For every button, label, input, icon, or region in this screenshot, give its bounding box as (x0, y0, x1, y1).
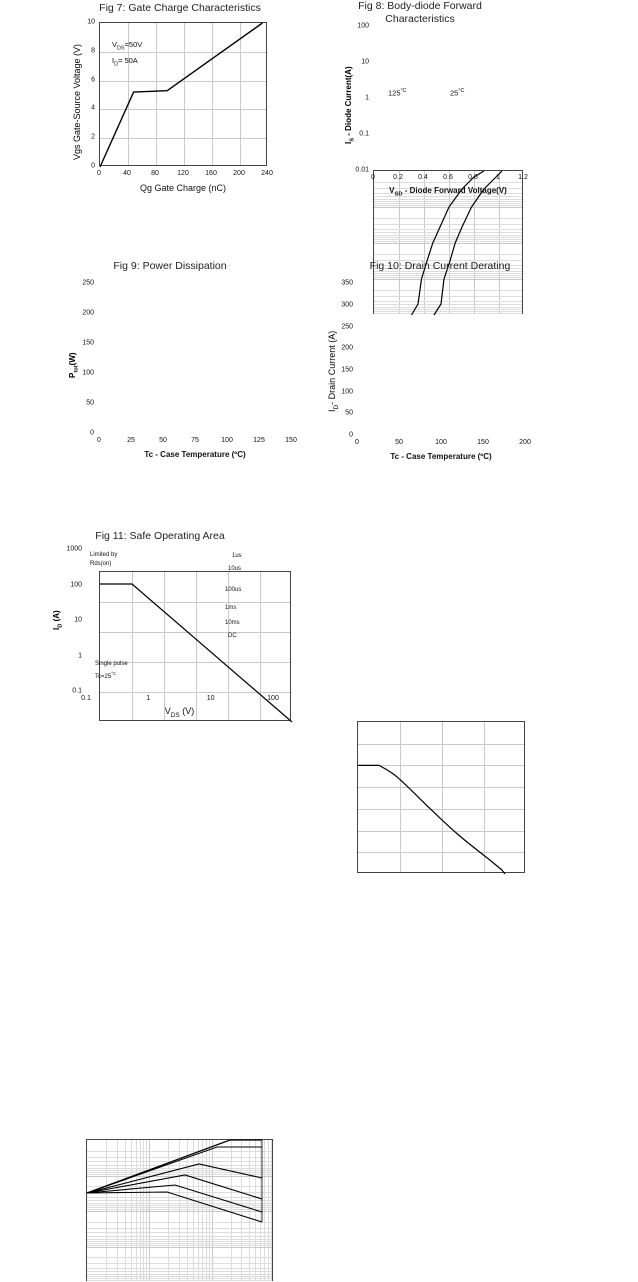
fig9-yaxis-label: $P_{tot}(W)$ (68, 352, 80, 378)
fig7-annotation-vds: $V_{DS}=50V$ (112, 40, 143, 52)
fig10-ytick-6: 300 (341, 301, 353, 309)
fig7-xtick-5: 200 (233, 170, 245, 177)
fig11-curves (87, 1140, 274, 1282)
fig7-ytick-2: 4 (91, 104, 95, 112)
fig8-yaxis-label: $I_S$ - Diode Current(A) (344, 66, 356, 144)
fig11-xtick-3: 100 (267, 695, 279, 702)
fig10-ytick-3: 150 (341, 366, 353, 374)
fig9-ytick-0: 0 (90, 429, 94, 437)
fig10-xtick-3: 150 (477, 439, 489, 446)
fig11-annotation-limited-1: Limited by (90, 552, 118, 558)
fig10-yaxis-label: $I_D-$ Drain Current (A) (327, 330, 340, 412)
fig10-ytick-4: 200 (341, 344, 353, 352)
fig9-xtick-1: 25 (127, 437, 135, 444)
fig7-xtick-6: 240 (261, 170, 273, 177)
fig10-xtick-4: 200 (519, 439, 531, 446)
fig10-ytick-7: 350 (341, 279, 353, 287)
fig7-ytick-0: 0 (91, 162, 95, 170)
fig11-plot-area (86, 1139, 273, 1281)
fig11-curve-label-1ms: 1ms (225, 605, 237, 611)
fig9-xtick-6: 150 (285, 437, 297, 444)
fig7-ytick-1: 2 (91, 133, 95, 141)
fig8-ytick-0: 0.01 (355, 166, 369, 174)
fig10-ytick-1: 50 (345, 409, 353, 417)
fig8-xtick-2: 0.4 (418, 174, 428, 181)
figure-fig9 (40, 260, 300, 273)
fig7-yaxis-label: Vgs Gate-Source Voltage (V) (72, 43, 82, 160)
fig8-xtick-4: 0.8 (468, 174, 478, 181)
fig8-annotation-25c: $25^{^\circ C}$ (450, 88, 465, 98)
fig11-xtick-2: 10 (206, 695, 215, 702)
fig10-ytick-5: 250 (341, 323, 353, 330)
fig8-ytick-2: 1 (365, 94, 369, 102)
fig11-curve-label-100us: 100us (225, 587, 242, 593)
fig10-ytick-0: 0 (349, 431, 353, 439)
fig7-ytick-5: 10 (87, 18, 95, 26)
fig11-annotation-tc: $Tc=25^{^\circ C}$ (95, 671, 117, 680)
fig11-ytick-4: 1000 (66, 545, 82, 553)
fig10-xtick-1: 50 (395, 439, 403, 446)
fig10-title: Fig 10: Drain Current Derating (369, 260, 511, 272)
fig7-ytick-3: 6 (91, 76, 95, 84)
fig11-xaxis-label: $V_{DS}$ (V) (164, 706, 195, 719)
fig10-plot-area (357, 721, 525, 873)
fig9-curve (100, 572, 292, 722)
fig9-title: Fig 9: Power Dissipation (113, 260, 227, 272)
fig11-annotation-limited-2: Rds(on) (90, 561, 112, 567)
figure-fig11 (40, 530, 280, 543)
fig8-ytick-1: 0.1 (359, 130, 369, 138)
fig11-xtick-1: 1 (146, 695, 151, 702)
fig7-xtick-0: 0 (97, 170, 101, 177)
fig7-xaxis-label: Qg Gate Charge (nC) (139, 183, 227, 193)
fig8-title-line1: Fig 8: Body-diode Forward (358, 0, 482, 12)
fig8-ytick-4: 100 (357, 22, 369, 30)
fig10-ytick-2: 100 (341, 388, 353, 396)
figure-fig8 (310, 0, 530, 26)
fig8-xtick-6: 1.2 (518, 174, 528, 181)
fig9-ytick-2: 100 (82, 369, 94, 377)
fig9-xtick-4: 100 (221, 437, 233, 444)
fig7-xtick-4: 160 (205, 170, 217, 177)
fig11-ytick-2: 10 (74, 616, 82, 624)
fig7-xtick-3: 120 (177, 170, 189, 177)
fig11-yaxis-label: $I_D$ (A) (52, 610, 64, 630)
fig9-xaxis-label: Tc - Case Temperature (ºC) (144, 450, 246, 459)
fig9-plot-area (99, 571, 291, 721)
fig9-xtick-0: 0 (97, 437, 101, 444)
fig9-ytick-3: 150 (82, 339, 94, 347)
fig11-title: Fig 11: Safe Operating Area (95, 530, 225, 542)
fig9-ytick-5: 250 (82, 279, 94, 287)
fig7-xtick-1: 40 (123, 170, 131, 177)
fig8-xtick-5: 1 (496, 174, 500, 181)
fig8-xaxis-label: $V_{SD}$ - Diode Forward Voltage(V) (389, 186, 507, 198)
fig11-curve-label-10ms: 10ms (225, 620, 240, 626)
fig11-curve-label-1us: 1us (232, 553, 242, 559)
fig11-ytick-1: 1 (78, 652, 82, 659)
fig11-curve-label-10us: 10us (228, 566, 242, 572)
fig10-xtick-0: 0 (355, 439, 359, 446)
fig9-ytick-1: 50 (86, 399, 94, 407)
fig9-xtick-5: 125 (253, 437, 265, 444)
fig11-curve-label-dc: DC (228, 633, 237, 639)
fig7-ytick-4: 8 (91, 47, 95, 55)
fig11-annotation-single-pulse: Single pulse (95, 661, 128, 667)
fig8-title-line2: Characteristics (385, 13, 455, 25)
fig10-xtick-2: 100 (435, 439, 447, 446)
fig10-xaxis-label: Tc - Case Temperature (ºC) (390, 452, 492, 461)
fig11-xtick-0: 0.1 (81, 695, 91, 702)
fig8-xtick-1: 0.2 (393, 174, 403, 181)
fig7-annotation-id: $I_D= 50A$ (112, 56, 138, 68)
fig9-xtick-2: 50 (159, 437, 167, 444)
fig8-annotation-125c: $125^{^\circ C}$ (388, 88, 407, 98)
fig8-ytick-3: 10 (361, 58, 369, 66)
fig10-curve (358, 722, 526, 874)
fig7-title: Fig 7: Gate Charge Characteristics (99, 2, 261, 14)
figure-fig7 (60, 2, 300, 15)
fig8-xtick-3: 0.6 (443, 174, 453, 181)
fig9-xtick-3: 75 (191, 437, 199, 444)
fig7-xtick-2: 80 (151, 170, 159, 177)
figure-fig10 (300, 260, 580, 273)
fig8-xtick-0: 0 (371, 174, 375, 181)
fig11-ytick-0: 0.1 (72, 687, 82, 695)
fig9-ytick-4: 200 (82, 309, 94, 317)
fig11-ytick-3: 100 (70, 581, 82, 588)
